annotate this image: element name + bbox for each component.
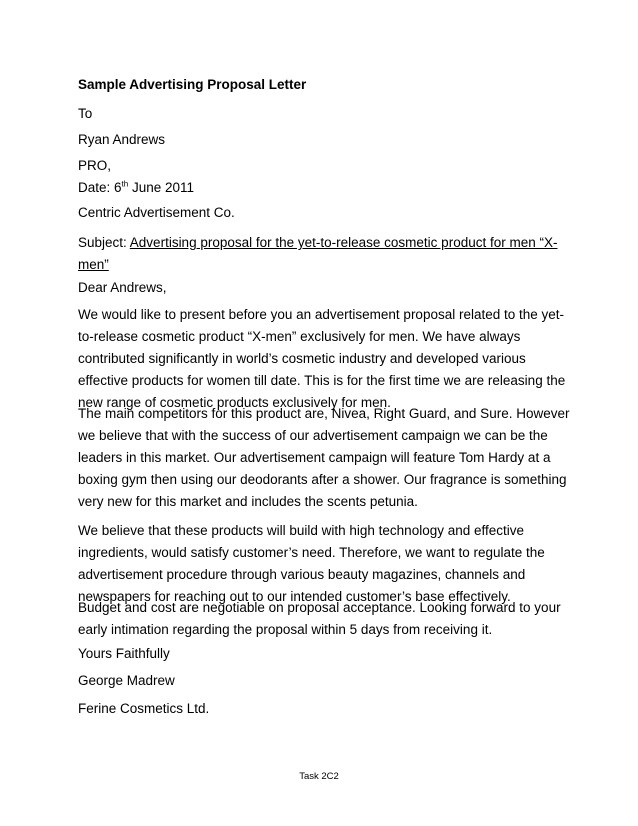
paragraph-strategy: We believe that these products will build with high technology and effective ingredients, would satisfy customer’s need. Therefore, we want to regulate the advertisement procedure through various beauty magazines, channels and newspapers for reaching out to our intended customer’s base effectively.: [78, 523, 545, 604]
date-label: Date: 6: [78, 180, 122, 195]
page-footer: Task 2C2: [299, 771, 339, 782]
subject-label: Subject:: [78, 235, 130, 250]
signer-name: George Madrew: [78, 673, 175, 688]
recipient-title: PRO,: [78, 158, 112, 173]
letter-title: Sample Advertising Proposal Letter: [78, 77, 307, 92]
to-label: To: [78, 106, 93, 121]
paragraph-budget: Budget and cost are negotiable on proposal acceptance. Looking forward to your early intimation regarding the proposal within 5 days from receiving it.: [78, 600, 561, 637]
subject-text: Advertising proposal for the yet-to-release cosmetic product for men “X-men”: [78, 235, 558, 272]
paragraph-competitors: The main competitors for this product are, Nivea, Right Guard, and Sure. However we believe that with the success of our advertisement campaign we can be the leaders in this market. Our advertisement campaign will feature Tom Hardy at a boxing gym then using our deodorants after a shower. Our fragrance is something very new for this market and includes the scents petunia.: [78, 406, 570, 509]
subject-line: [78, 232, 578, 276]
paragraph-intro: We would like to present before you an advertisement proposal related to the yet-to-release cosmetic product “X-men” exclusively for men. We have always contributed significantly in world’s cosmetic industry and developed various effective products for women till date. This is for the first time we are releasing the new range of cosmetic products exclusively for men.: [78, 307, 566, 410]
date-rest: June 2011: [128, 180, 195, 195]
salutation: Dear Andrews,: [78, 280, 167, 295]
signer-company: Ferine Cosmetics Ltd.: [78, 701, 210, 716]
letter-date: [78, 177, 578, 199]
recipient-name: Ryan Andrews: [78, 132, 166, 147]
closing: Yours Faithfully: [78, 646, 170, 661]
recipient-company: Centric Advertisement Co.: [78, 205, 235, 220]
date-suffix: th: [121, 179, 129, 189]
